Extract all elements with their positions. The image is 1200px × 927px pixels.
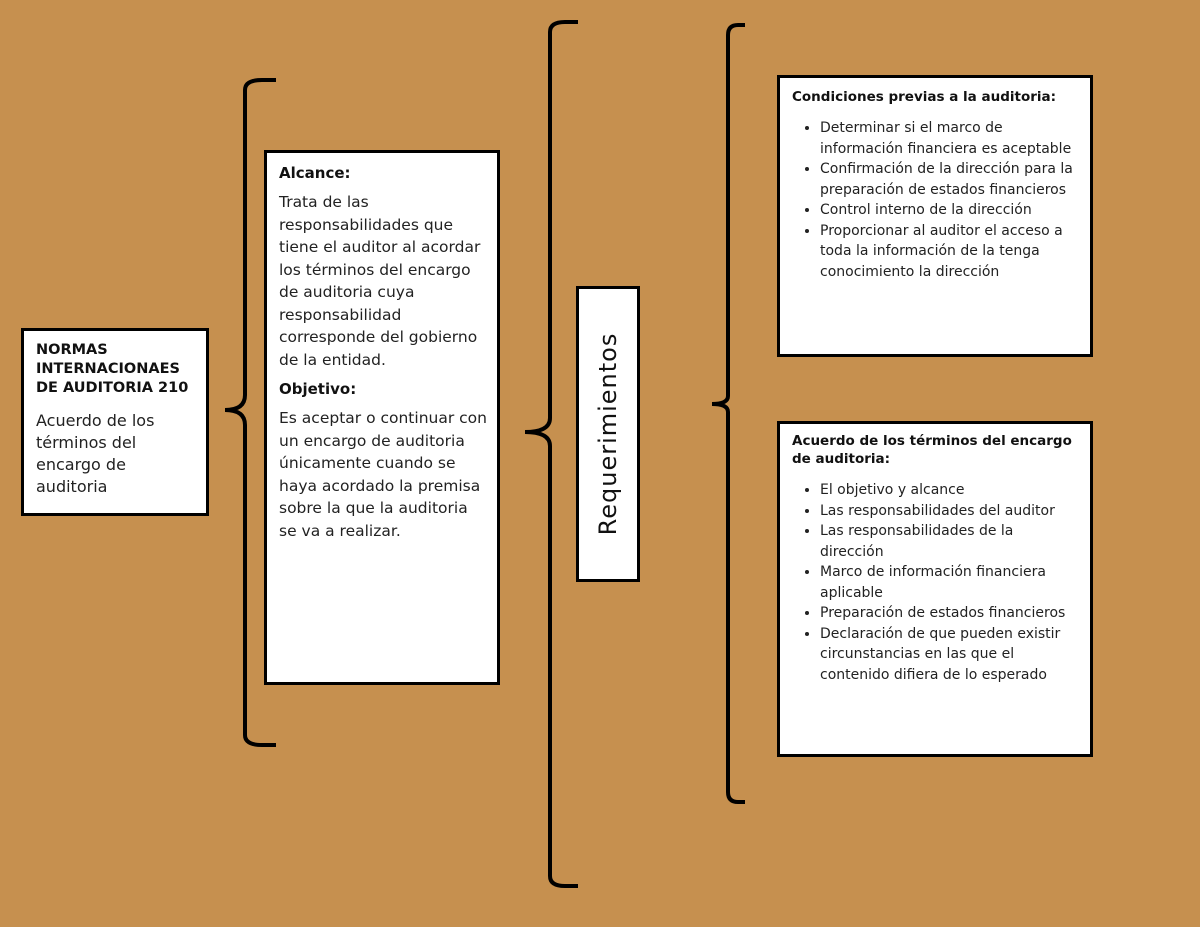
- acuerdo-node: [777, 421, 1093, 757]
- brace-2: [525, 22, 578, 886]
- alcance-text: Trata de las responsabilidades que tiene el auditor al acordar los términos del encargo de auditoria cuya responsabilidad corresponde del gobierno de la entidad.: [279, 193, 481, 369]
- list-item: • Declaración de que pueden existir circunstancias en las que el contenido difiera de lo esperado: [820, 624, 1080, 686]
- list-item: • Proporcionar al auditor el acceso a toda la información de la tenga conocimiento la dirección: [820, 221, 1080, 283]
- root-node: [21, 328, 209, 516]
- brace-3: [712, 25, 745, 802]
- condiciones-node: [777, 75, 1093, 357]
- alcance-heading: Alcance:: [279, 164, 351, 182]
- root-title: NORMAS INTERNACIONAES DE AUDITORIA 210: [36, 342, 189, 396]
- list-item: • Confirmación de la dirección para la preparación de estados financieros: [820, 159, 1080, 200]
- list-item: • Preparación de estados financieros: [820, 603, 1080, 624]
- scope-objective-node: [264, 150, 500, 685]
- list-item: • Las responsabilidades de la dirección: [820, 521, 1080, 562]
- list-item: • Marco de información financiera aplicable: [820, 562, 1080, 603]
- objetivo-text: Es aceptar o continuar con un encargo de auditoria únicamente cuando se haya acordado la premisa sobre la que la auditoria se va a realizar.: [279, 409, 487, 540]
- objetivo-heading: Objetivo:: [279, 380, 357, 398]
- root-subtitle: Acuerdo de los términos del encargo de auditoria: [36, 411, 155, 496]
- list-item: • Las responsabilidades del auditor: [820, 501, 1080, 522]
- list-item: • El objetivo y alcance: [820, 480, 1080, 501]
- condiciones-heading: Condiciones previas a la auditoria:: [792, 89, 1057, 105]
- requerimientos-label: Requerimientos: [594, 332, 622, 536]
- acuerdo-list: [792, 480, 1080, 685]
- acuerdo-heading: Acuerdo de los términos del encargo de auditoria:: [792, 433, 1072, 467]
- requerimientos-node: [576, 286, 640, 582]
- list-item: • Determinar si el marco de información financiera es aceptable: [820, 118, 1080, 159]
- list-item: • Control interno de la dirección: [820, 200, 1080, 221]
- condiciones-list: [792, 118, 1080, 282]
